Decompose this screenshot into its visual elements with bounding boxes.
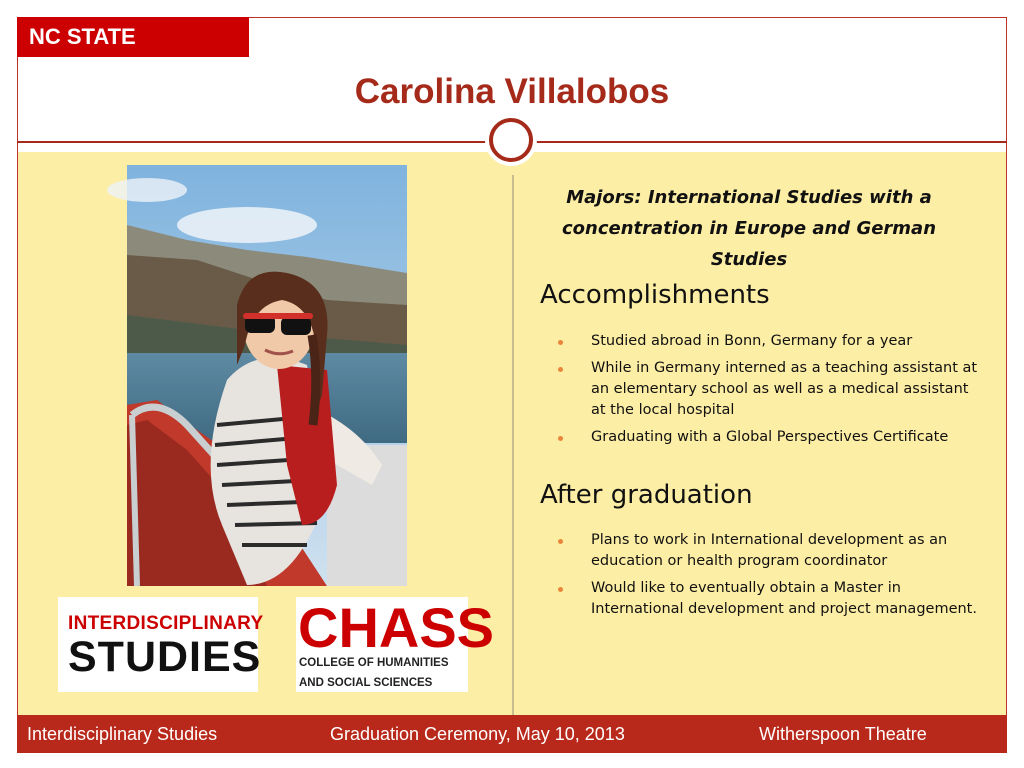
column-divider <box>512 175 514 715</box>
majors-line: Studies <box>710 249 788 270</box>
isp-logo-line2: STUDIES <box>68 633 262 681</box>
list-item <box>548 358 978 421</box>
majors-line: Majors: International Studies with a <box>566 187 932 208</box>
footer-right: Witherspoon Theatre <box>759 724 927 744</box>
after-graduation-heading: After graduation <box>540 480 753 510</box>
footer-bar <box>17 715 1007 753</box>
ring-ornament-icon <box>485 114 537 166</box>
interdisciplinary-studies-logo <box>58 597 264 692</box>
list-item-text: Plans to work in International development as an education or health program coordinator <box>591 532 948 569</box>
chass-logo-big: CHASS <box>298 596 495 659</box>
isp-logo-line1: INTERDISCIPLINARY <box>68 613 264 634</box>
footer-left: Interdisciplinary Studies <box>27 724 218 744</box>
footer-center: Graduation Ceremony, May 10, 2013 <box>330 724 625 744</box>
list-item <box>548 331 978 352</box>
bullet-icon <box>558 436 563 441</box>
after-graduation-list <box>548 530 978 626</box>
list-item-text: Graduating with a Global Perspectives Certificate <box>591 429 949 445</box>
accomplishments-list <box>548 331 978 454</box>
accomplishments-heading: Accomplishments <box>540 280 770 310</box>
nc-state-logo <box>17 17 249 89</box>
list-item <box>548 578 978 620</box>
list-item-text: Would like to eventually obtain a Master in International development and project management. <box>591 580 977 617</box>
list-item-text: While in Germany interned as a teaching assistant at an elementary school as well as a medical assistant at the local hospital <box>591 360 978 418</box>
bullet-icon <box>558 367 563 372</box>
bullet-icon <box>558 539 563 544</box>
logo-bold-text: NC STATE <box>29 24 136 49</box>
list-item <box>548 530 978 572</box>
chass-logo-line2: AND SOCIAL SCIENCES <box>299 677 433 689</box>
logo-light-text: UNIVERSITY <box>29 64 162 89</box>
majors-heading <box>535 182 963 275</box>
chass-logo <box>296 596 495 692</box>
majors-line: concentration in Europe and German <box>561 218 937 239</box>
bullet-icon <box>558 587 563 592</box>
bullet-icon <box>558 340 563 345</box>
list-item-text: Studied abroad in Bonn, Germany for a year <box>591 333 913 349</box>
page-title: Carolina Villalobos <box>354 72 670 111</box>
list-item <box>548 427 978 448</box>
chass-logo-line1: COLLEGE OF HUMANITIES <box>299 657 449 669</box>
student-photo <box>127 165 407 586</box>
